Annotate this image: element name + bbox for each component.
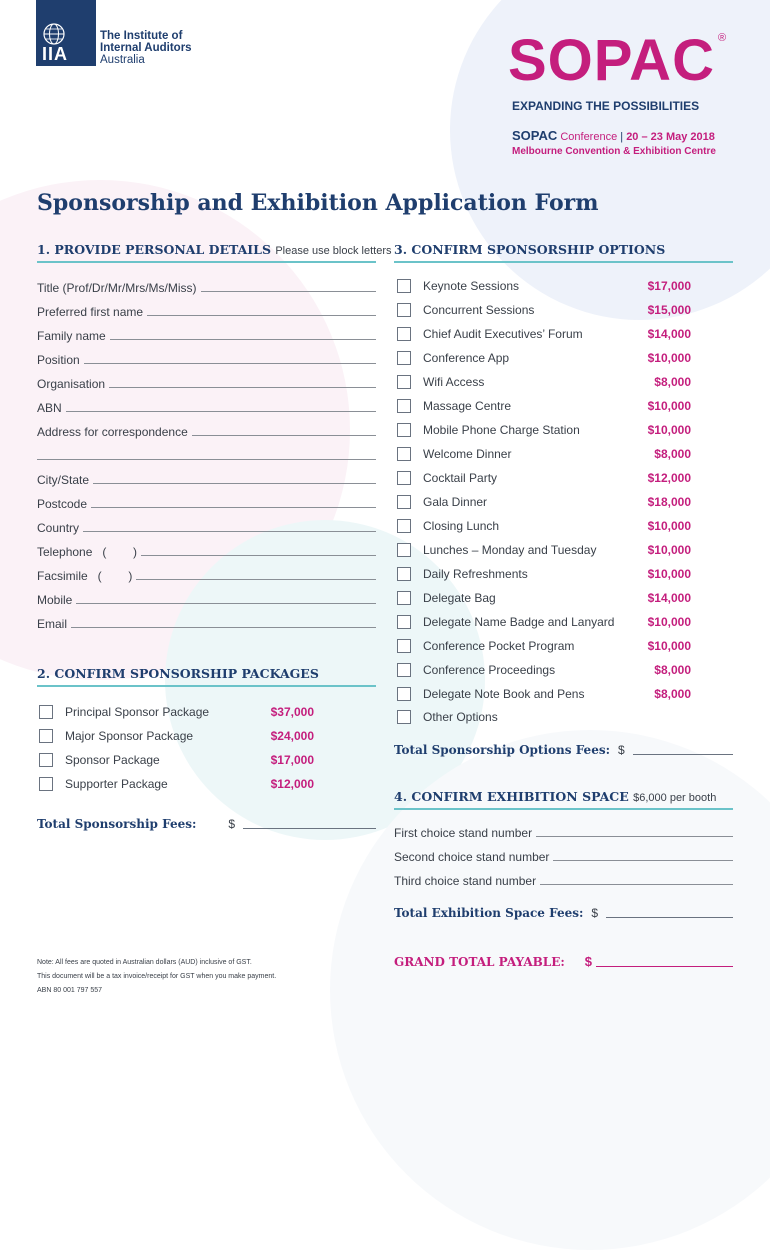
- option-label: Conference App: [423, 351, 510, 365]
- checkbox[interactable]: [397, 710, 411, 724]
- option-label: Chief Audit Executives’ Forum: [423, 327, 583, 341]
- org-line-2: Internal Auditors: [100, 42, 192, 54]
- option-price: $14,000: [647, 591, 691, 605]
- address-line-2-field[interactable]: [37, 447, 376, 463]
- option-label: Gala Dinner: [423, 495, 488, 509]
- country-field[interactable]: [37, 519, 376, 535]
- option-label: Delegate Name Badge and Lanyard: [423, 615, 615, 629]
- checkbox[interactable]: [397, 327, 411, 341]
- third-choice-stand-field[interactable]: [394, 872, 733, 888]
- field-line: [192, 435, 376, 436]
- package-label: Major Sponsor Package: [65, 729, 194, 743]
- section-1-note: Please use block letters: [275, 245, 392, 257]
- section-3-heading: 3. CONFIRM SPONSORSHIP OPTIONS: [394, 242, 666, 257]
- registered-mark: ®: [718, 32, 727, 44]
- footnotes: [37, 956, 276, 998]
- field-line: [553, 860, 733, 861]
- package-price: $17,000: [270, 753, 314, 767]
- conference-info: [512, 128, 715, 143]
- currency-symbol: $: [228, 817, 236, 831]
- option-label: Delegate Bag: [423, 591, 496, 605]
- field-label: City/State: [37, 473, 90, 487]
- checkbox[interactable]: [39, 705, 53, 719]
- option-price: $10,000: [647, 423, 691, 437]
- total-label: Total Sponsorship Fees:: [37, 817, 197, 831]
- option-welcome-dinner[interactable]: [397, 445, 691, 463]
- option-label: Mobile Phone Charge Station: [423, 423, 580, 437]
- postcode-field[interactable]: [37, 495, 376, 511]
- option-label: Wifi Access: [423, 375, 485, 389]
- footnote-tax-invoice: This document will be a tax invoice/receipt for GST when you make payment.: [37, 973, 277, 980]
- total-line: [633, 754, 733, 755]
- option-price: $17,000: [647, 279, 691, 293]
- email-field[interactable]: [37, 615, 376, 631]
- field-label: Email: [37, 617, 68, 631]
- field-line: [93, 483, 376, 484]
- option-name-badge[interactable]: [397, 613, 691, 631]
- option-cae-forum[interactable]: [397, 325, 691, 343]
- option-note-book[interactable]: [397, 685, 691, 703]
- section-2-underline: [37, 685, 376, 687]
- option-price: $15,000: [647, 303, 691, 317]
- second-choice-stand-field[interactable]: [394, 848, 733, 864]
- grand-total-label: GRAND TOTAL PAYABLE:: [394, 955, 565, 969]
- field-line: [71, 627, 376, 628]
- field-label: Organisation: [37, 377, 106, 391]
- checkbox[interactable]: [39, 729, 53, 743]
- field-line: [136, 579, 376, 580]
- first-name-field[interactable]: [37, 303, 376, 319]
- package-major[interactable]: [39, 727, 314, 745]
- mobile-field[interactable]: [37, 591, 376, 607]
- option-label: Delegate Note Book and Pens: [423, 687, 585, 701]
- package-supporter[interactable]: [39, 775, 314, 793]
- option-price: $10,000: [647, 351, 691, 365]
- facsimile-field[interactable]: [37, 567, 376, 583]
- section-4-underline: [394, 808, 733, 810]
- checkbox[interactable]: [397, 495, 411, 509]
- option-pocket-program[interactable]: [397, 637, 691, 655]
- currency-symbol: $: [591, 906, 599, 920]
- field-label: Mobile: [37, 593, 73, 607]
- field-label: Preferred first name: [37, 305, 144, 319]
- field-label: Country: [37, 521, 80, 535]
- field-label: Family name: [37, 329, 106, 343]
- venue: Melbourne Convention & Exhibition Centre: [512, 146, 716, 157]
- checkbox[interactable]: [397, 471, 411, 485]
- package-price: $12,000: [270, 777, 314, 791]
- iia-logo: [36, 0, 96, 66]
- option-price: $10,000: [647, 639, 691, 653]
- option-lunches[interactable]: [397, 541, 691, 559]
- section-3-underline: [394, 261, 733, 263]
- field-line: [76, 603, 376, 604]
- option-conference-proceedings[interactable]: [397, 661, 691, 679]
- package-price: $37,000: [270, 705, 314, 719]
- option-label: Other Options: [423, 710, 498, 724]
- package-sponsor[interactable]: [39, 751, 314, 769]
- option-price: $10,000: [647, 615, 691, 629]
- field-label: Third choice stand number: [394, 874, 537, 888]
- section-1-heading: [37, 242, 392, 257]
- page-title: Sponsorship and Exhibition Application Form: [37, 190, 599, 216]
- checkbox[interactable]: [397, 351, 411, 365]
- logo-letters: IIA: [42, 44, 69, 64]
- option-label: Keynote Sessions: [423, 279, 520, 293]
- option-closing-lunch[interactable]: [397, 517, 691, 535]
- option-price: $10,000: [647, 543, 691, 557]
- field-label: Postcode: [37, 497, 88, 511]
- section-2-heading: 2. CONFIRM SPONSORSHIP PACKAGES: [37, 666, 319, 681]
- first-choice-stand-field[interactable]: [394, 824, 733, 840]
- field-line: [540, 884, 733, 885]
- package-price: $24,000: [270, 729, 314, 743]
- field-line: [141, 555, 376, 556]
- field-label: Second choice stand number: [394, 850, 550, 864]
- checkbox[interactable]: [39, 777, 53, 791]
- field-line: [201, 291, 376, 292]
- organisation-field[interactable]: [37, 375, 376, 391]
- field-label: Title (Prof/Dr/Mr/Mrs/Ms/Miss): [37, 281, 197, 295]
- field-label: ABN: [37, 401, 62, 415]
- grand-total-line: [596, 966, 733, 967]
- option-label: Welcome Dinner: [423, 447, 512, 461]
- field-line: [110, 339, 376, 340]
- abn-field[interactable]: [37, 399, 376, 415]
- conf-dates: 20 – 23 May 2018: [626, 131, 715, 143]
- section-1-title: 1. PROVIDE PERSONAL DETAILS: [37, 242, 271, 257]
- checkbox[interactable]: [397, 423, 411, 437]
- total-line: [243, 828, 376, 829]
- currency-symbol: $: [618, 743, 625, 757]
- field-label: Position: [37, 353, 80, 367]
- conf-sep: |: [620, 131, 624, 143]
- checkbox[interactable]: [397, 399, 411, 413]
- checkbox[interactable]: [397, 639, 411, 653]
- option-price: $12,000: [647, 471, 691, 485]
- org-line-1: The Institute of: [100, 30, 183, 42]
- field-line: [83, 531, 376, 532]
- option-label: Concurrent Sessions: [423, 303, 535, 317]
- field-line: [37, 459, 376, 460]
- total-line: [606, 917, 733, 918]
- option-price: $10,000: [647, 519, 691, 533]
- field-line: [147, 315, 376, 316]
- field-line: [109, 387, 376, 388]
- option-price: $8,000: [654, 447, 691, 461]
- option-label: Massage Centre: [423, 399, 512, 413]
- section-1-underline: [37, 261, 376, 263]
- currency-symbol: $: [584, 954, 593, 969]
- field-line: [84, 363, 376, 364]
- option-other[interactable]: [397, 708, 691, 726]
- section-4-heading: [394, 789, 716, 804]
- checkbox[interactable]: [397, 543, 411, 557]
- option-keynote-sessions[interactable]: [397, 277, 691, 295]
- section-4-title: 4. CONFIRM EXHIBITION SPACE: [394, 789, 629, 804]
- package-label: Principal Sponsor Package: [65, 705, 210, 719]
- address-field[interactable]: [37, 423, 376, 439]
- package-principal[interactable]: [39, 703, 314, 721]
- option-price: $8,000: [654, 375, 691, 389]
- checkbox[interactable]: [397, 663, 411, 677]
- checkbox[interactable]: [397, 591, 411, 605]
- grand-total-payable[interactable]: [394, 954, 733, 969]
- option-concurrent-sessions[interactable]: [397, 301, 691, 319]
- field-label: First choice stand number: [394, 826, 533, 840]
- option-price: $18,000: [647, 495, 691, 509]
- option-label: Conference Pocket Program: [423, 639, 575, 653]
- field-line: [91, 507, 376, 508]
- sopac-logo: SOPAC: [508, 28, 715, 93]
- total-exhibition-fees[interactable]: [394, 906, 733, 920]
- option-price: $8,000: [654, 663, 691, 677]
- option-delegate-bag[interactable]: [397, 589, 691, 607]
- field-label: Address for correspondence: [37, 425, 188, 439]
- field-line: [66, 411, 376, 412]
- option-gala-dinner[interactable]: [397, 493, 691, 511]
- footnote-fees: Note: All fees are quoted in Australian dollars (AUD) inclusive of GST.: [37, 959, 252, 966]
- city-state-field[interactable]: [37, 471, 376, 487]
- checkbox[interactable]: [397, 447, 411, 461]
- checkbox[interactable]: [397, 615, 411, 629]
- option-cocktail-party[interactable]: [397, 469, 691, 487]
- package-label: Supporter Package: [65, 777, 168, 791]
- field-line: [536, 836, 733, 837]
- checkbox[interactable]: [397, 303, 411, 317]
- title-field[interactable]: [37, 279, 376, 295]
- section-4-note: $6,000 per booth: [633, 792, 717, 804]
- org-line-3: Australia: [100, 54, 145, 66]
- option-label: Lunches – Monday and Tuesday: [423, 543, 597, 557]
- option-massage-centre[interactable]: [397, 397, 691, 415]
- total-label: Total Sponsorship Options Fees:: [394, 743, 611, 757]
- option-label: Conference Proceedings: [423, 663, 556, 677]
- option-wifi-access[interactable]: [397, 373, 691, 391]
- package-label: Sponsor Package: [65, 753, 160, 767]
- option-price: $10,000: [647, 399, 691, 413]
- field-label: Facsimile ( ): [37, 569, 133, 583]
- org-name: [100, 30, 192, 66]
- conf-brand: SOPAC: [512, 128, 558, 143]
- conf-word: Conference: [560, 131, 618, 143]
- family-name-field[interactable]: [37, 327, 376, 343]
- option-conference-app[interactable]: [397, 349, 691, 367]
- telephone-field[interactable]: [37, 543, 376, 559]
- option-daily-refreshments[interactable]: [397, 565, 691, 583]
- option-price: $14,000: [647, 327, 691, 341]
- total-options-fees[interactable]: [394, 743, 733, 757]
- footnote-abn: ABN 80 001 797 557: [37, 987, 102, 994]
- position-field[interactable]: [37, 351, 376, 367]
- checkbox[interactable]: [397, 375, 411, 389]
- checkbox[interactable]: [397, 687, 411, 701]
- option-price: $8,000: [654, 687, 691, 701]
- checkbox[interactable]: [397, 519, 411, 533]
- checkbox[interactable]: [397, 279, 411, 293]
- option-label: Cocktail Party: [423, 471, 498, 485]
- total-label: Total Exhibition Space Fees:: [394, 906, 584, 920]
- checkbox[interactable]: [397, 567, 411, 581]
- tagline: EXPANDING THE POSSIBILITIES: [512, 99, 700, 113]
- option-charge-station[interactable]: [397, 421, 691, 439]
- option-label: Closing Lunch: [423, 519, 500, 533]
- checkbox[interactable]: [39, 753, 53, 767]
- field-label: Telephone ( ): [37, 545, 138, 559]
- option-price: $10,000: [647, 567, 691, 581]
- total-sponsorship-fees[interactable]: [37, 817, 376, 831]
- option-label: Daily Refreshments: [423, 567, 528, 581]
